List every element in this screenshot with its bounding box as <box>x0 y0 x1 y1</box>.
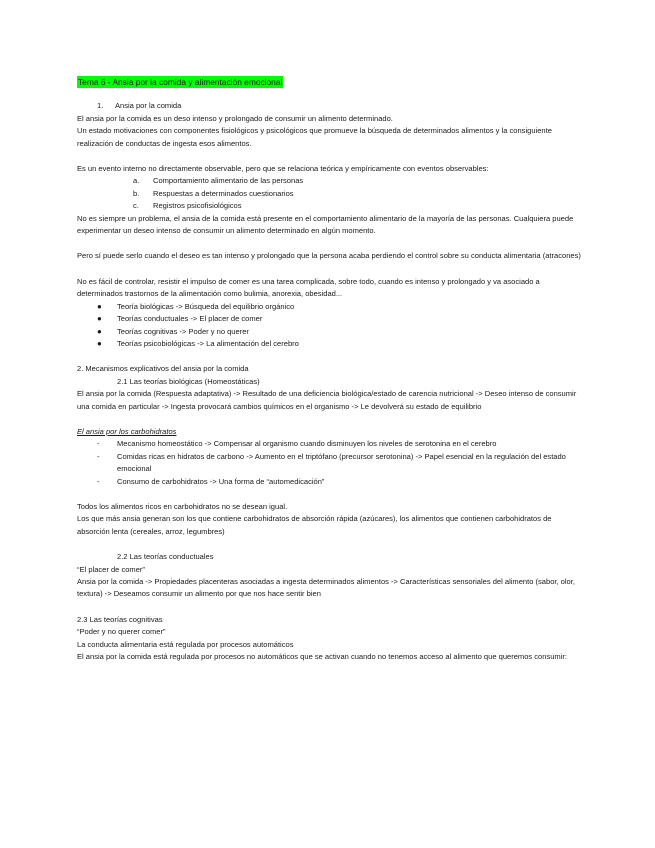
section-2-heading: 2. Mecanismos explicativos del ansia por la comida <box>77 364 249 374</box>
quote: “Poder y no querer comer” <box>77 627 166 637</box>
list-item-text: Mecanismo homeostático -> Compensar al organismo cuando disminuyen los niveles de serotonina en el cerebro <box>117 439 497 449</box>
paragraph: Todos los alimentos ricos en carbohidratos no se desean igual. <box>77 501 288 511</box>
list-item-text: Registros psicofisiológicos <box>153 201 242 211</box>
paragraph: El ansia por la comida (Respuesta adaptativa) -> Resultado de una deficiencia biológica/estado de carencia nutricional -> Deseo intenso de consumir una comida en particular -> Ingesta provocará cambios químicos en el organismo -> Le devolverá su estado de equilibrio <box>77 389 577 411</box>
list-item-text: Respuestas a determinados cuestionarios <box>153 188 294 198</box>
subsection-heading: 2.3 Las teorías cognitivas <box>77 614 163 624</box>
list-item-text: Comidas ricas en hidratos de carbono -> Aumento en el triptófano (precursor serotonina) -> Papel esencial en la regulación del estado emocional <box>117 451 566 474</box>
section-1-heading <box>77 100 585 112</box>
bullet-icon: ● <box>97 338 102 348</box>
subsection-heading: 2.2 Las teorías conductuales <box>117 552 214 562</box>
list-item-text: Consumo de carbohidratos -> Una forma de “automedicación” <box>117 476 325 486</box>
list-marker: c. <box>133 201 139 211</box>
dash-marker: - <box>97 451 100 461</box>
section-1-number: 1. <box>97 101 104 111</box>
list-item-text: Teorías psicobiológicas -> La alimentación del cerebro <box>117 338 299 348</box>
list-item <box>133 200 585 212</box>
list-item <box>97 338 585 350</box>
list-item-text: Comportamiento alimentario de las personas <box>153 176 304 186</box>
dash-list <box>77 438 585 488</box>
bullet-icon: ● <box>97 326 102 336</box>
list-item <box>97 476 585 488</box>
list-item <box>133 188 585 200</box>
carbohydrates-heading: El ansia por los carbohidratos <box>77 426 177 436</box>
quote: “El placer de comer” <box>77 564 145 574</box>
document-title: Tema 6 - Ansia por la comida y alimentación emocional <box>78 77 283 87</box>
list-item-text: Teorías conductuales -> El placer de comer <box>117 314 263 324</box>
list-item-text: Teoría biológicas -> Búsqueda del equilibrio orgánico <box>117 301 295 311</box>
section-1-heading-text: Ansia por la comida <box>115 101 182 111</box>
paragraph: No es fácil de controlar, resistir el impulso de comer es una tarea complicada, sobre todo, cuando es intenso y prolongado y va asociado a determinados trastornos de la alimentación como bulimia, anorexia, obesidad... <box>77 276 540 299</box>
list-item-text: Teorías cognitivas -> Poder y no querer <box>117 326 249 336</box>
paragraph: El ansia por la comida está regulada por procesos no automáticos que se activan cuando no tenemos acceso al alimento que queremos consumir: <box>77 652 567 662</box>
list-item <box>97 313 585 325</box>
paragraph: El ansia por la comida es un deso intenso y prolongado de consumir un alimento determinado. <box>77 113 393 123</box>
list-marker: a. <box>133 176 140 186</box>
bullet-icon: ● <box>97 314 102 324</box>
paragraph: La conducta alimentaria está regulada por procesos automáticos <box>77 639 294 649</box>
dash-marker: - <box>97 439 100 449</box>
paragraph: No es siempre un problema, el ansia de la comida está presente en el comportamiento alimentario de la mayoría de las personas. Cualquiera puede experimentar un deseo intenso de consumir un alimento determinado en algún momento. <box>77 213 574 236</box>
bullet-icon: ● <box>97 301 102 311</box>
subsection-heading: 2.1 Las teorías biológicas (Homeostáticas) <box>117 376 260 386</box>
paragraph: Ansia por la comida -> Propiedades placenteras asociadas a ingesta determinados alimentos -> Características sensoriales del alimento (sabor, olor, textura) -> Deseamos consumir un alimento por que nos hace sentir bien <box>77 577 575 599</box>
bullet-list <box>77 301 585 351</box>
list-item <box>97 438 585 450</box>
paragraph: Un estado motivaciones con componentes fisiológicos y psicológicos que promueve la búsqueda de determinados alimentos y la consiguiente realización de conductas de ingesta esos alimentos. <box>77 126 552 148</box>
list-marker: b. <box>133 188 140 198</box>
dash-marker: - <box>97 476 100 486</box>
list-item <box>97 451 585 476</box>
list-item <box>97 326 585 338</box>
list-item <box>133 175 585 187</box>
paragraph: Pero sí puede serlo cuando el deseo es tan intenso y prolongado que la persona acaba perdiendo el control sobre su conducta alimentaria (atracones) <box>77 251 581 261</box>
paragraph: Es un evento interno no directamente observable, pero que se relaciona teórica y empíricamente con eventos observables: <box>77 164 489 174</box>
paragraph: Los que más ansia generan son los que contiene carbohidratos de absorción rápida (azúcares), los alimentos que contienen carbohidratos de absorción lenta (cereales, arroz, legumbres) <box>77 514 552 536</box>
list-item <box>97 301 585 313</box>
alpha-list <box>77 175 585 212</box>
